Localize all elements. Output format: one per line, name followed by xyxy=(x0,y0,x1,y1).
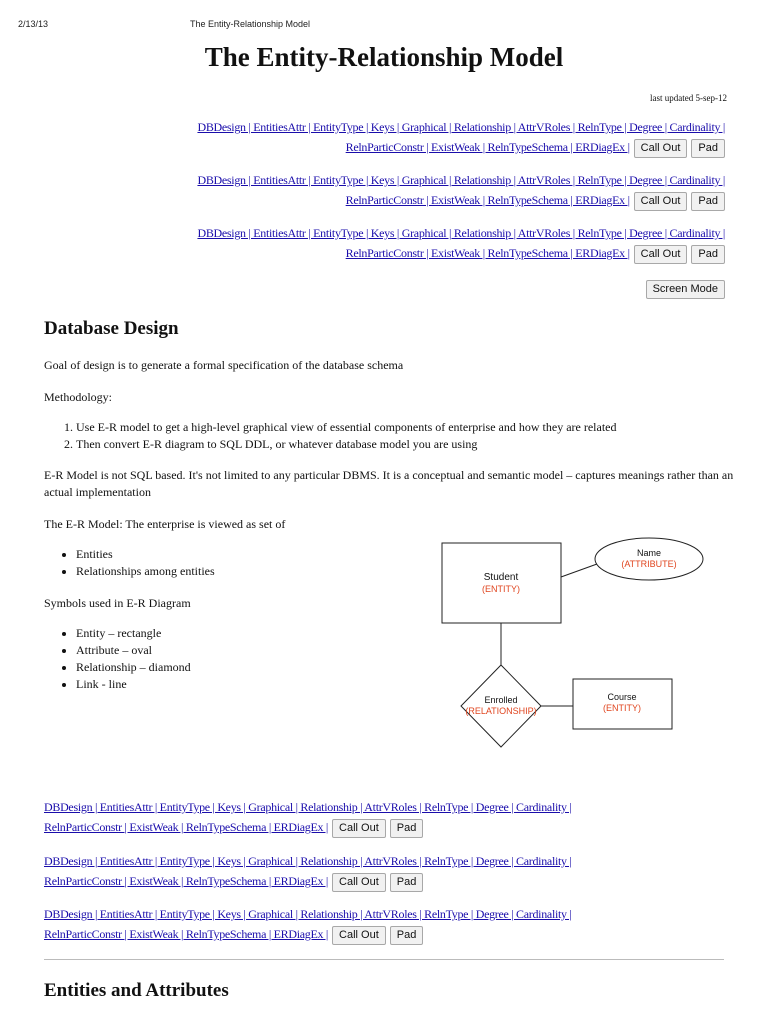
list-item: • Link - line xyxy=(76,676,734,693)
student-label: Student xyxy=(483,572,519,583)
nav-block xyxy=(85,170,725,211)
nav-links-line2[interactable]: RelnParticConstr | ExistWeak | RelnTypeSchema | ERDiagEx | xyxy=(345,193,630,207)
pad-button[interactable]: Pad xyxy=(390,926,424,945)
enrolled-label: Enrolled xyxy=(484,695,518,705)
call-out-button[interactable]: Call Out xyxy=(332,926,386,945)
pad-button[interactable]: Pad xyxy=(691,139,725,158)
nav-links-line2[interactable]: RelnParticConstr | ExistWeak | RelnTypeSchema | ERDiagEx | xyxy=(345,140,630,154)
er-note: E-R Model is not SQL based. It's not limited to any particular DBMS. It is a conceptual and semantic model – captures meanings rather than an actual implementation xyxy=(44,468,734,499)
course-tag: (ENTITY) xyxy=(603,703,641,713)
er-diagram xyxy=(430,528,730,758)
page-title: The Entity-Relationship Model xyxy=(204,42,564,72)
section-heading: Entities and Attributes xyxy=(44,980,229,1001)
list-item: • Entity – rectangle xyxy=(76,625,734,642)
list-item: • Attribute – oval xyxy=(76,642,734,659)
nav-links-line1[interactable]: DBDesign | EntitiesAttr | EntityType | Keys | Graphical | Relationship | AttrVRoles | RelnType | Degree | Cardinality | xyxy=(44,854,572,868)
list-item: • Relationship – diamond xyxy=(76,659,734,676)
pad-button[interactable]: Pad xyxy=(390,873,424,892)
nav-block xyxy=(44,851,684,892)
pad-button[interactable]: Pad xyxy=(691,245,725,264)
name-label: Name xyxy=(636,548,662,558)
nav-links-line1[interactable]: DBDesign | EntitiesAttr | EntityType | Keys | Graphical | Relationship | AttrVRoles | RelnType | Degree | Cardinality | xyxy=(197,173,725,187)
print-title: The Entity-Relationship Model xyxy=(190,19,311,29)
link-line xyxy=(561,564,597,577)
nav-links-line2[interactable]: RelnParticConstr | ExistWeak | RelnTypeSchema | ERDiagEx | xyxy=(44,820,329,834)
call-out-button[interactable]: Call Out xyxy=(332,873,386,892)
call-out-button[interactable]: Call Out xyxy=(634,245,688,264)
pad-button[interactable]: Pad xyxy=(390,819,424,838)
call-out-button[interactable]: Call Out xyxy=(634,139,688,158)
call-out-button[interactable]: Call Out xyxy=(634,192,688,211)
list-item: • Relationships among entities xyxy=(76,563,734,580)
nav-links-line2[interactable]: RelnParticConstr | ExistWeak | RelnTypeSchema | ERDiagEx | xyxy=(44,874,329,888)
nav-links-line1[interactable]: DBDesign | EntitiesAttr | EntityType | Keys | Graphical | Relationship | AttrVRoles | RelnType | Degree | Cardinality | xyxy=(197,120,725,134)
student-entity-box xyxy=(442,543,561,623)
nav-block xyxy=(85,117,725,158)
nav-block xyxy=(44,904,684,945)
nav-links-line1[interactable]: DBDesign | EntitiesAttr | EntityType | Keys | Graphical | Relationship | AttrVRoles | RelnType | Degree | Cardinality | xyxy=(44,907,572,921)
last-updated: last updated 5-sep-12 xyxy=(650,93,727,103)
section-heading: Database Design xyxy=(44,318,179,339)
list-item: 2. Then convert E-R diagram to SQL DDL, or whatever database model you are using xyxy=(76,436,734,453)
section-divider xyxy=(44,959,724,960)
methodology-steps xyxy=(44,419,734,453)
nav-links-line2[interactable]: RelnParticConstr | ExistWeak | RelnTypeSchema | ERDiagEx | xyxy=(345,246,630,260)
name-tag: (ATTRIBUTE) xyxy=(621,559,677,569)
nav-block xyxy=(85,223,725,264)
list-item: • Entities xyxy=(76,546,734,563)
list-item: 1. Use E-R model to get a high-level graphical view of essential components of enterprise and how they are related xyxy=(76,419,734,436)
nav-links-line2[interactable]: RelnParticConstr | ExistWeak | RelnTypeSchema | ERDiagEx | xyxy=(44,927,329,941)
methodology-label: Methodology: xyxy=(44,390,112,404)
screen-mode-button[interactable]: Screen Mode xyxy=(646,280,725,299)
nav-block xyxy=(44,797,684,838)
goal-text: Goal of design is to generate a formal specification of the database schema xyxy=(44,358,404,372)
student-tag: (ENTITY) xyxy=(482,584,520,594)
print-date: 2/13/13 xyxy=(18,19,49,29)
enrolled-tag: (RELATIONSHIP) xyxy=(465,706,537,716)
print-header xyxy=(18,19,311,29)
symbols-intro: Symbols used in E-R Diagram xyxy=(44,596,191,610)
pad-button[interactable]: Pad xyxy=(691,192,725,211)
nav-links-line1[interactable]: DBDesign | EntitiesAttr | EntityType | Keys | Graphical | Relationship | AttrVRoles | RelnType | Degree | Cardinality | xyxy=(197,226,725,240)
course-label: Course xyxy=(607,692,637,702)
nav-links-line1[interactable]: DBDesign | EntitiesAttr | EntityType | Keys | Graphical | Relationship | AttrVRoles | RelnType | Degree | Cardinality | xyxy=(44,800,572,814)
call-out-button[interactable]: Call Out xyxy=(332,819,386,838)
viewed-as-text: The E-R Model: The enterprise is viewed as set of xyxy=(44,517,286,531)
